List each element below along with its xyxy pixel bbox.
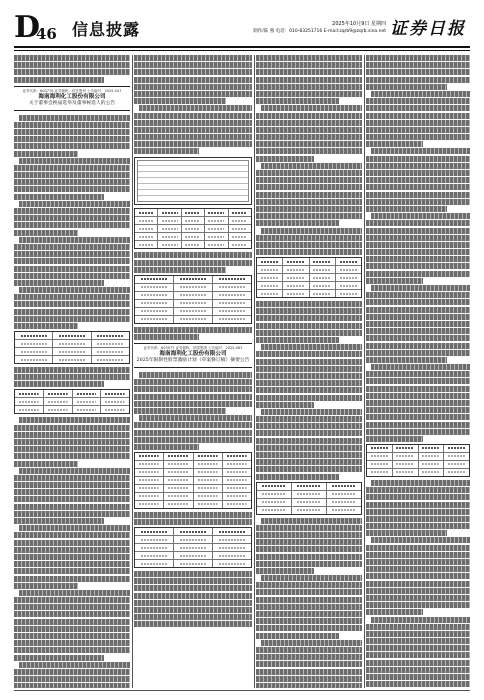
stock-code-line: 证券代码：600770 证券简称：综艺股份 公告编号：2025-047 (22, 88, 122, 93)
column-1 (14, 55, 130, 688)
data-table (14, 331, 130, 364)
masthead (14, 12, 470, 46)
announcement-subtitle: 2025年限制性股票激励计划（草案修订稿）摘要公告 (136, 358, 250, 363)
newspaper-logo: 证券日报 (390, 19, 466, 39)
editor-line: 制作/陈 燕 电话：010-83251716 E-mail:zqrb9@zqrb.sina.net (253, 29, 386, 34)
announcement-header (14, 86, 130, 111)
data-table (134, 275, 252, 324)
masthead-rule-thick (14, 46, 470, 48)
section-title: 信息披露 (72, 20, 141, 39)
data-table (134, 527, 252, 568)
masthead-rule-thin (14, 50, 470, 51)
figure-box (134, 157, 252, 205)
page-body (14, 55, 470, 688)
column-3 (256, 55, 362, 688)
stock-code-line: 证券代码：603977 证券简称：国泰集团 公告编号：2025-063 (143, 346, 243, 350)
column-divider (132, 55, 133, 688)
announcement-subtitle: 关于董事会换届选举及董事候选人的公告 (28, 100, 116, 106)
data-table (256, 257, 362, 298)
page-number: 46 (36, 25, 57, 43)
announcement-title: 海南海利化工股份有限公司 (159, 351, 227, 357)
announcement-title: 海南海利化工股份有限公司 (38, 93, 106, 100)
data-table (134, 208, 252, 249)
page-letter: D (14, 10, 40, 45)
column-2 (134, 55, 252, 688)
column-divider (254, 55, 255, 688)
column-4 (366, 55, 470, 688)
page-footer-rule (14, 690, 470, 691)
data-table (14, 389, 130, 414)
data-table (256, 482, 362, 515)
announcement-header (134, 343, 252, 368)
dateline: 2025年10月9日 星期四 (332, 21, 386, 27)
data-table (134, 452, 252, 509)
column-divider (364, 55, 365, 688)
data-table (366, 444, 470, 477)
